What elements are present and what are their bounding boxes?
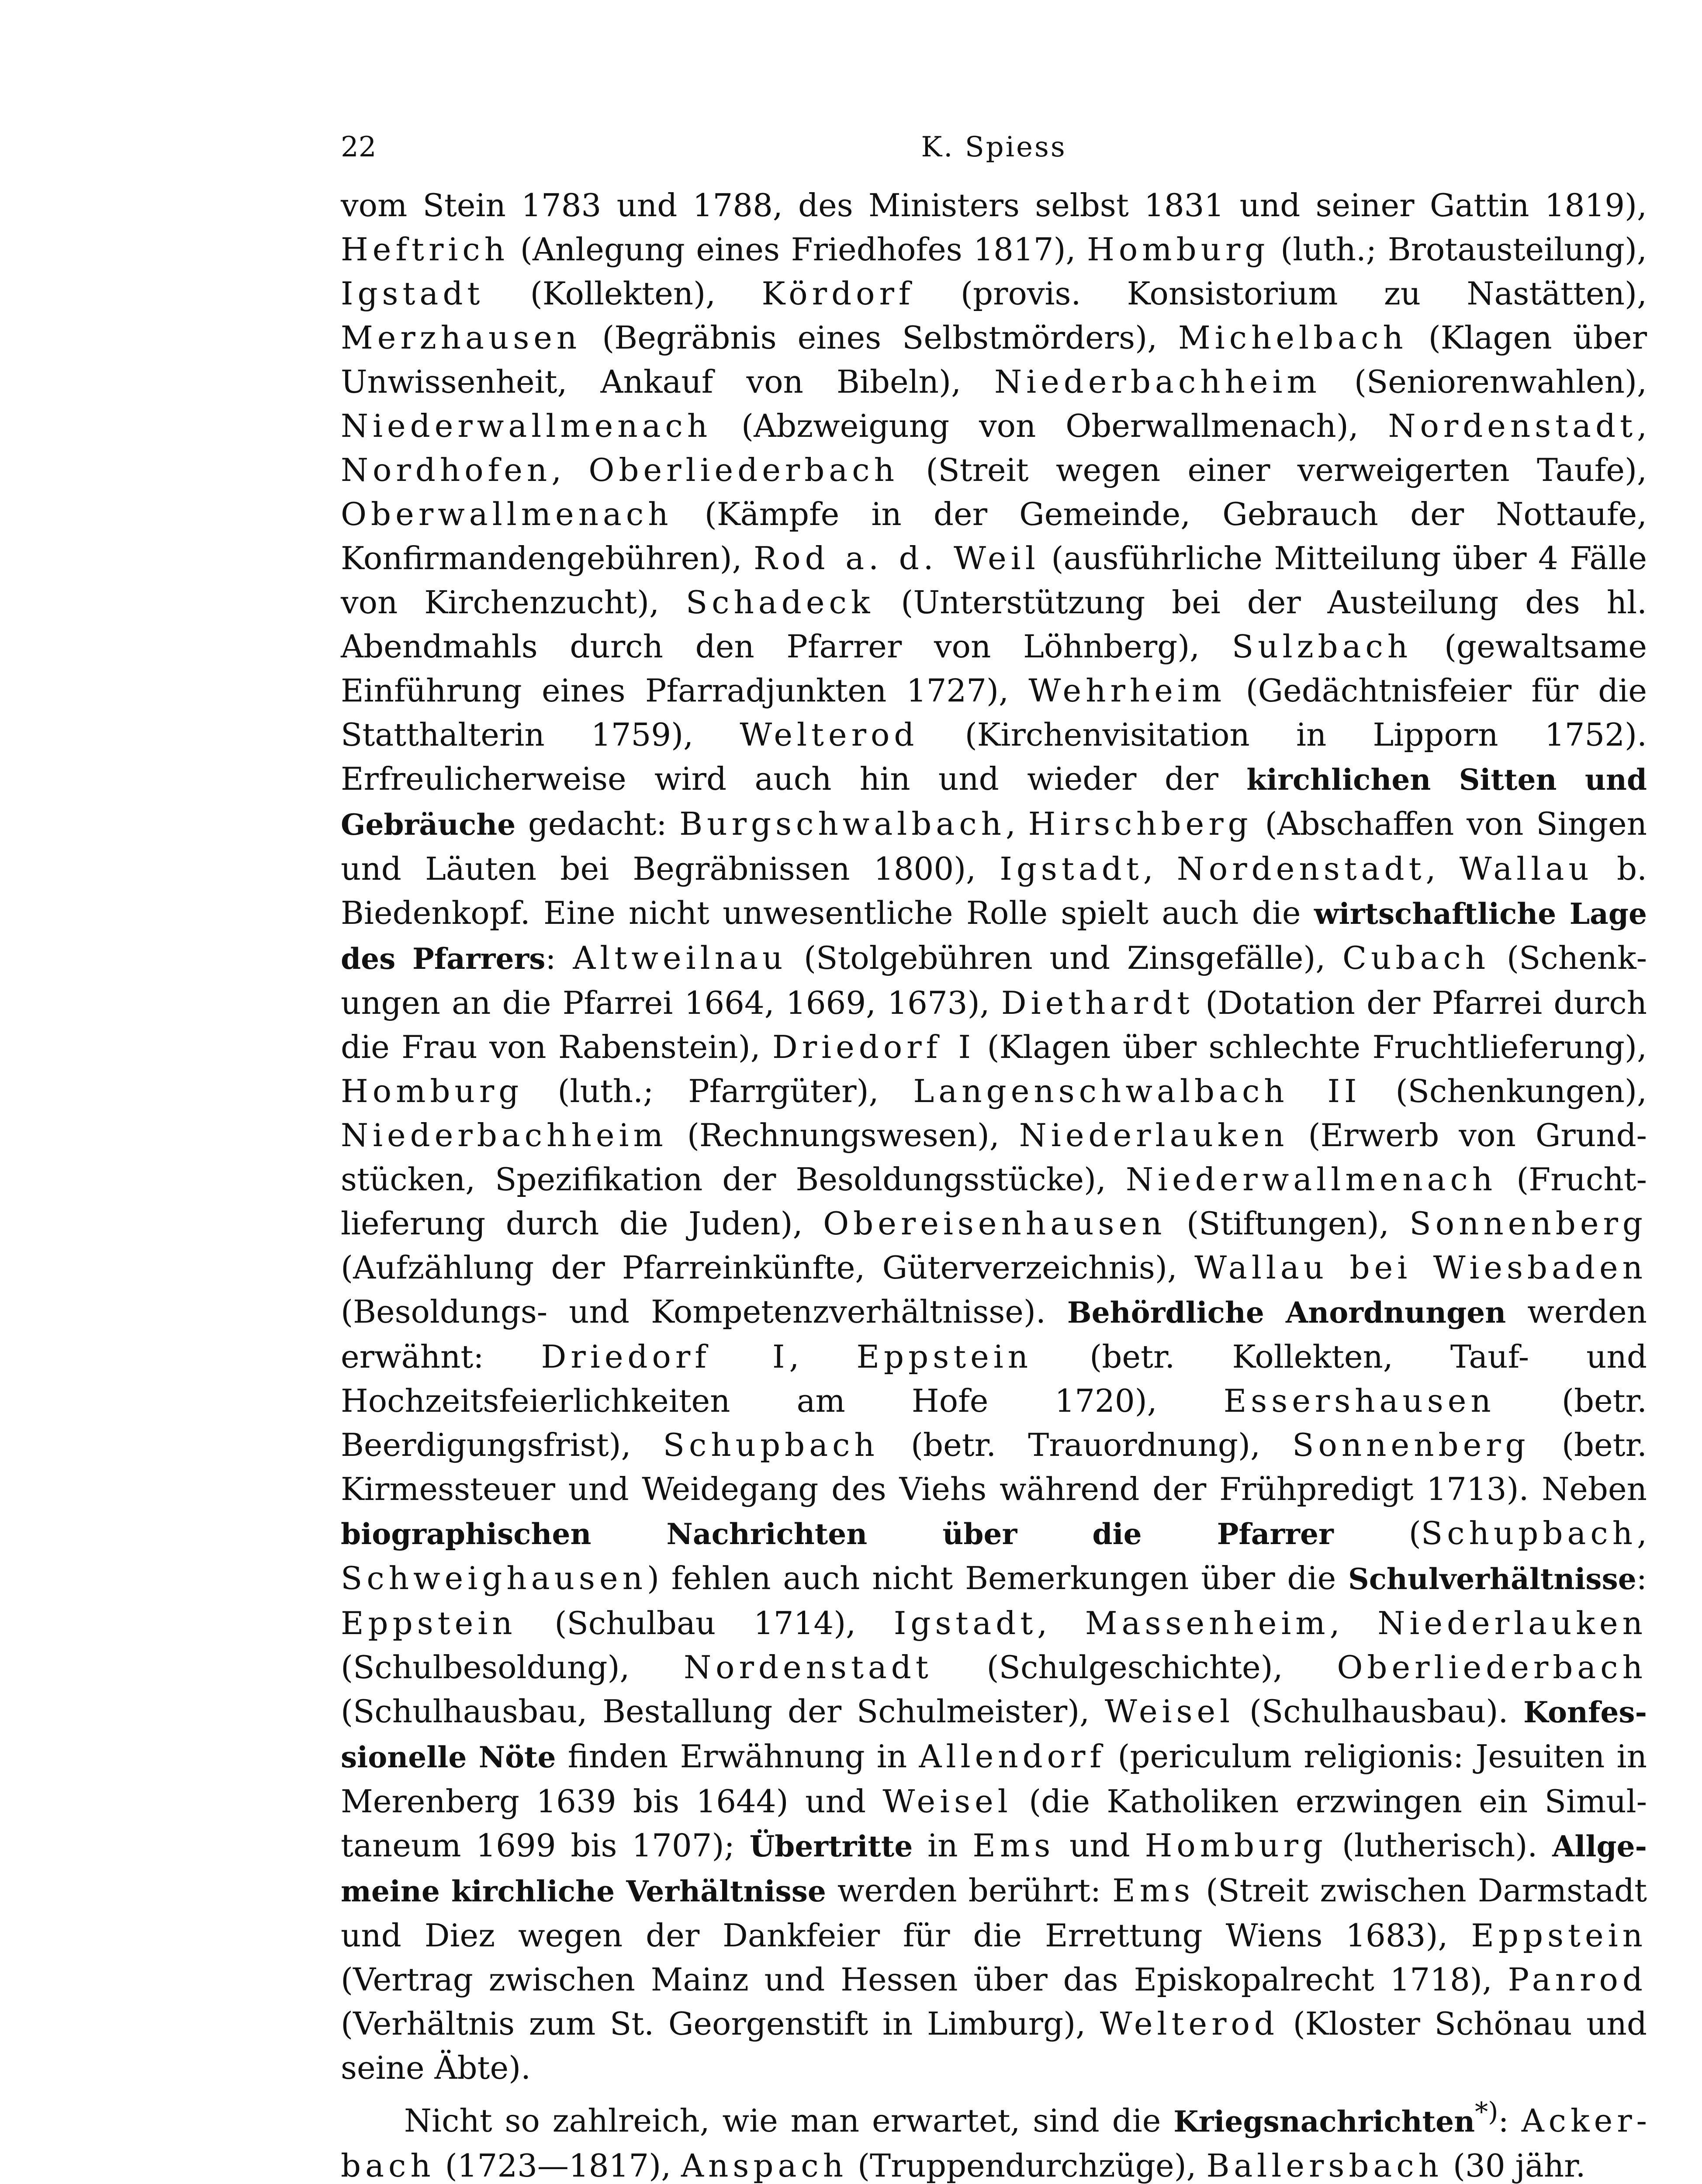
text-run: (Fruchtlieferung durch die Juden), <box>341 1161 1647 1242</box>
text-run: (Vertrag zwischen Mainz und Hessen über das Episkopalrecht 1718), <box>341 1961 1508 1998</box>
text-run: (Schulgeschichte), <box>932 1649 1337 1686</box>
text-run: und <box>1055 1827 1145 1864</box>
place-name: Eppstein <box>341 1605 517 1641</box>
text-run: (provis. Konsistorium zu Nastätten), <box>914 275 1647 312</box>
place-name: Sonnenberg <box>1409 1205 1647 1242</box>
text-run: (Schulhausbau, Bestallung der Schulmeister), <box>341 1693 1105 1730</box>
place-name: Wallau bei Wiesbaden <box>1194 1249 1647 1286</box>
place-name: Eppstein <box>856 1338 1033 1375</box>
text-run: : <box>1636 1560 1647 1597</box>
text-run: , <box>1006 805 1028 842</box>
text-run: (Erwerb von Grundstücken, Spezifikation der Besoldungsstücke), <box>341 1117 1647 1198</box>
place-name: Niederlauken <box>1019 1117 1289 1154</box>
text-run: (Klagen über Unwissenheit, Ankauf von Bibeln), <box>341 319 1647 400</box>
place-name: Sulzbach <box>1232 628 1412 665</box>
running-head: K. Spiess <box>921 131 1067 163</box>
text-run: (Abzweigung von Oberwallmenach), <box>712 408 1388 444</box>
place-name: Igstadt <box>1000 850 1143 887</box>
place-name: Schupbach <box>663 1427 879 1463</box>
text-run: Nicht so zahlreich, wie man erwartet, sind die <box>404 2102 1174 2139</box>
text-run: (betr. Beerdigungsfrist), <box>341 1382 1647 1463</box>
place-name: Ackerbach <box>341 2102 1647 2184</box>
text-run: (Dotation der Pfarrei durch die Frau von Rabenstein), <box>341 985 1647 1065</box>
place-name: Homburg <box>1145 1827 1328 1864</box>
place-name: Niederlauken <box>1377 1605 1647 1641</box>
bold-topic: Allgemeine kirchliche Verhältnisse <box>341 1829 1647 1908</box>
text-run: (Begräbnis eines Selbstmörders), <box>581 319 1178 356</box>
text-run: (Verhältnis zum St. Georgenstift in Limburg), <box>341 2005 1100 2042</box>
place-name: Anspach <box>681 2147 848 2184</box>
text-run: (30 jähr. <box>1443 2147 1586 2184</box>
text-run: ( <box>1333 1515 1421 1552</box>
text-run: , <box>1329 1605 1378 1641</box>
text-run: (betr. Kirmessteuer und Weidegang des Viehs während der Frühpredigt 1713). Neben <box>341 1427 1647 1507</box>
place-name: Ems <box>972 1827 1055 1864</box>
place-name: Michelbach <box>1178 319 1408 356</box>
text-run: : <box>545 940 573 976</box>
place-name: Niederbachheim <box>341 1117 668 1154</box>
footnote-reference[interactable]: *) <box>1475 2097 1498 2127</box>
text-run: (Schulbau 1714), <box>516 1605 894 1641</box>
place-name: Wehrheim <box>1028 672 1226 709</box>
place-name: Burgschwalbach <box>679 805 1006 842</box>
text-run: (Aufzählung der Pfarreinkünfte, Güterverzeichnis), <box>341 1249 1195 1286</box>
text-run: (Seniorenwahlen), <box>1321 363 1647 400</box>
paragraph-2 <box>341 2090 1647 2184</box>
text-run: , <box>789 1338 857 1375</box>
place-name: Panrod <box>1508 1961 1647 1998</box>
text-run: (Stiftungen), <box>1166 1205 1410 1242</box>
place-name: Nordenstadt <box>1176 850 1426 887</box>
bold-topic: kirchlichen Sitten und Gebräuche <box>341 763 1647 842</box>
text-run: (Gedächtnisfeier für die Statthalterin 1759), <box>341 672 1647 753</box>
place-name: Niederwallmenach <box>341 408 712 444</box>
text-run: ) fehlen auch nicht Bemerkungen über die <box>647 1560 1349 1597</box>
text-run: (die Katholiken erzwingen ein Simultaneum 1699 bis 1707); <box>341 1783 1647 1864</box>
place-name: Merzhausen <box>341 319 581 356</box>
place-name: Heftrich <box>341 231 509 268</box>
place-name: Weisel <box>882 1783 1012 1820</box>
text-run: (ausführliche Mitteilung über 4 Fälle von Kirchenzucht), <box>341 540 1647 621</box>
place-name: Oberliederbach <box>1337 1649 1647 1686</box>
place-name: Driedorf I <box>541 1338 789 1375</box>
text-run: (Stolgebühren und Zinsgefälle), <box>787 940 1343 976</box>
text-run: (lutherisch). <box>1327 1827 1553 1864</box>
page-header <box>341 131 1647 183</box>
place-name: Allendorf <box>919 1738 1106 1775</box>
bold-topic: wirtschaftliche Lage des Pfarrers <box>341 897 1647 976</box>
text-run: (betr. Trauordnung), <box>879 1427 1293 1463</box>
text-run: werden berührt: <box>826 1872 1113 1909</box>
place-name: Niederbachheim <box>994 363 1321 400</box>
body-text <box>341 183 1647 2184</box>
text-run: (periculum religionis: Jesuiten in Merenberg 1639 bis 1644) und <box>341 1738 1647 1820</box>
place-name: Homburg <box>1087 231 1270 268</box>
text-run: , <box>1037 1605 1085 1641</box>
place-name: Igstadt <box>893 1605 1038 1641</box>
text-run: (Streit zwischen Darmstadt und Diez wegen der Dankfeier für die Errettung Wiens 1683), <box>341 1872 1647 1954</box>
place-name: Ems <box>1112 1872 1195 1909</box>
place-name: Nordenstadt <box>1388 408 1637 444</box>
text-run: (Besoldungs- und Kompetenzverhältnisse). <box>341 1293 1067 1330</box>
place-name: Rod a. d. Weil <box>754 540 1040 577</box>
text-run: , <box>551 452 589 488</box>
place-name: Nordhofen <box>341 452 552 488</box>
place-name: Oberliederbach <box>588 452 899 488</box>
place-name: Nordenstadt <box>684 1649 933 1686</box>
text-run: : <box>1498 2102 1522 2139</box>
bold-topic: Kriegsnachrichten <box>1173 2105 1475 2139</box>
text-run: (Anlegung eines Friedhofes 1817), <box>509 231 1087 268</box>
place-name: Obereisenhausen <box>823 1205 1166 1242</box>
place-name: Massenheim <box>1085 1605 1330 1641</box>
bold-topic: biographischen Nachrichten über die Pfarrer <box>341 1517 1334 1551</box>
place-name: Driedorf I <box>772 1029 976 1065</box>
place-name: Schweighausen <box>341 1560 647 1597</box>
place-name: Hirschberg <box>1028 805 1252 842</box>
paragraph-1 <box>341 183 1647 2090</box>
text-run: (Klagen über schlechte Fruchtlieferung), <box>975 1029 1647 1065</box>
text-run: , <box>1637 408 1647 444</box>
place-name: Niederwallmenach <box>1125 1161 1497 1198</box>
book-page <box>341 131 1647 2184</box>
text-run: (Kloster Schönau und seine Äbte). <box>341 2005 1647 2086</box>
text-run: finden Erwähnung in <box>556 1738 919 1775</box>
place-name: Eppstein <box>1471 1917 1647 1954</box>
place-name: Weisel <box>1104 1693 1235 1730</box>
text-run: gedacht: <box>515 805 680 842</box>
text-run: in <box>913 1827 973 1864</box>
text-run: werden erwähnt: <box>341 1293 1647 1375</box>
text-run: (gewaltsame Einführung eines Pfarradjunkten 1727), <box>341 628 1647 709</box>
place-name: Schupbach <box>1421 1515 1637 1552</box>
text-run: , <box>1425 850 1460 887</box>
text-run: (Truppendurchzüge), <box>848 2147 1207 2184</box>
bold-topic: Konfessionelle Nöte <box>341 1695 1647 1774</box>
place-name: Welterod <box>1100 2005 1279 2042</box>
text-run: (Rechnungswesen), <box>667 1117 1019 1154</box>
place-name: Homburg <box>341 1073 523 1109</box>
text-run: (Kämpfe in der Gemeinde, Gebrauch der Nottaufe, Konfirmandengebühren), <box>341 496 1647 577</box>
text-run: , <box>1143 850 1177 887</box>
text-run: b. Biedenkopf. Eine nicht unwesentliche Rolle spielt auch die <box>341 850 1647 931</box>
text-run: (luth.; Brotausteilung), <box>1269 231 1647 268</box>
text-run: , <box>1637 1515 1647 1552</box>
place-name: Wallau <box>1459 850 1593 887</box>
place-name: Langenschwalbach II <box>913 1073 1361 1109</box>
bold-topic: Übertritte <box>749 1829 913 1863</box>
place-name: Oberwallmenach <box>341 496 673 532</box>
text-run: (Schulbesoldung), <box>341 1649 684 1686</box>
text-run: (1723—1817), <box>435 2147 681 2184</box>
text-run: (luth.; Pfarrgüter), <box>523 1073 913 1109</box>
place-name: Altweilnau <box>573 940 787 976</box>
text-run: vom Stein 1783 und 1788, des Ministers selbst 1831 und seiner Gattin 1819), <box>341 187 1647 224</box>
place-name: Schadeck <box>685 584 875 621</box>
place-name: Diethardt <box>1001 985 1194 1021</box>
text-run: (Kirchenvisitation in Lipporn 1752). Erfreulicherweise wird auch hin und wieder der <box>341 716 1647 797</box>
bold-topic: Schulverhältnisse <box>1348 1562 1636 1596</box>
place-name: Essershausen <box>1223 1382 1495 1419</box>
text-run: (Streit wegen einer verweigerten Taufe), <box>899 452 1647 488</box>
text-run: (Schenkungen), <box>1361 1073 1647 1109</box>
text-run: (Schenkungen an die Pfarrei 1664, 1669, 1673), <box>341 940 1647 1021</box>
text-run: (Schulhausbau). <box>1234 1693 1524 1730</box>
place-name: Ballersbach <box>1206 2147 1443 2184</box>
bold-topic: Behördliche Anordnungen <box>1067 1296 1506 1330</box>
place-name: Kördorf <box>761 275 915 312</box>
text-run: (Abschaffen von Singen und Läuten bei Begräbnissen 1800), <box>341 805 1647 887</box>
place-name: Sonnenberg <box>1292 1427 1530 1463</box>
text-run: (Kollekten), <box>484 275 762 312</box>
text-run: (Unterstützung bei der Austeilung des hl. Abendmahls durch den Pfarrer von Löhnberg), <box>341 584 1647 665</box>
place-name: Cubach <box>1342 940 1490 976</box>
text-run: (betr. Kollekten, Tauf- und Hochzeitsfeierlichkeiten am Hofe 1720), <box>341 1338 1647 1419</box>
place-name: Igstadt <box>341 275 484 312</box>
place-name: Welterod <box>740 716 919 753</box>
page-number: 22 <box>341 131 377 163</box>
